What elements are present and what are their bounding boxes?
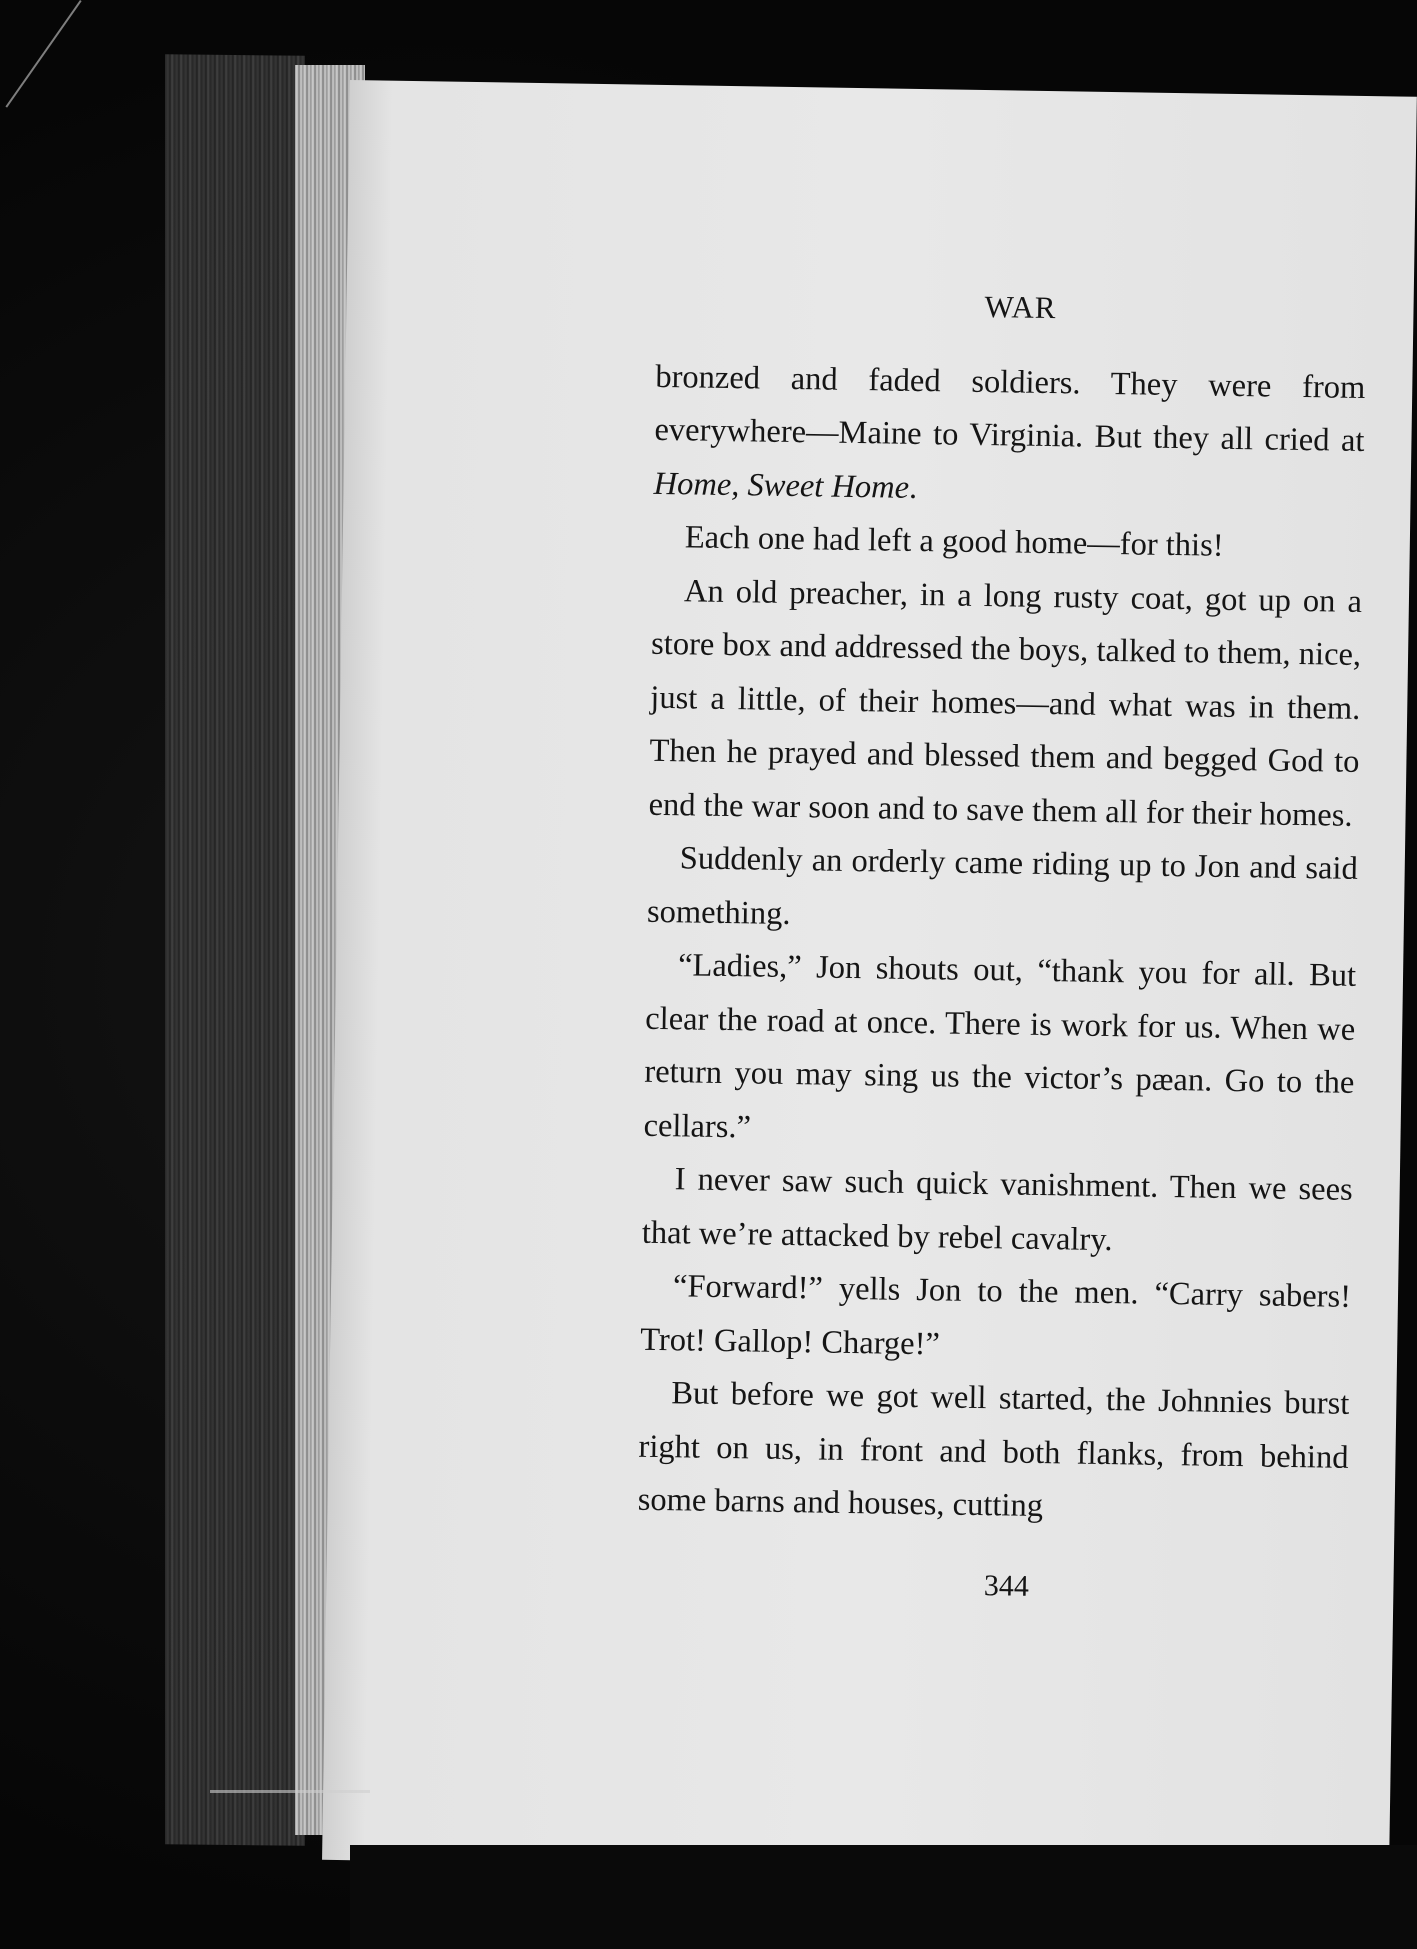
paragraph-6: I never saw such quick vanishment. Then we sees that we’re attacked by rebel cavalry.	[641, 1161, 1353, 1258]
book-page	[322, 80, 1417, 1877]
paragraph-8: But before we got well started, the Johnnies burst right on us, in front and both flanks, from behind some barns and houses, cutting	[637, 1375, 1350, 1525]
paragraph-7: “Forward!” yells Jon to the men. “Carry sabers! Trot! Gallop! Charge!”	[639, 1268, 1352, 1362]
bottom-shadow	[350, 1845, 1417, 1949]
paragraph-1	[653, 350, 1365, 522]
paragraph-1-text: bronzed and faded soldiers. They were from everywhere—Maine to Virginia. But they all cried at	[654, 358, 1366, 459]
paragraph-2: Each one had left a good home—for this!	[684, 519, 1224, 564]
paragraph-1-italic: Home, Sweet Home	[653, 465, 910, 506]
paragraph-4: Suddenly an orderly came riding up to Jon and said something.	[646, 840, 1359, 932]
page-content	[636, 275, 1367, 1618]
paragraph-5: “Ladies,” Jon shouts out, “thank you for all. But clear the road at once. There is work for us. When we return you may sing us the victor’s pæan. Go to the cellars.”	[643, 947, 1357, 1145]
scan-scratch-bottom	[210, 1790, 370, 1793]
book-page-edges	[165, 54, 305, 1845]
paragraph-3: An old preacher, in a long rusty coat, got up on a store box and addressed the boys, talked to them, nice, just a little, of their homes—and what was in them. Then he prayed and blessed them and begged God to end the war soon and to save them all for their homes.	[648, 572, 1363, 834]
paragraph-1-end: .	[908, 469, 918, 506]
running-head: WAR	[984, 288, 1057, 326]
page-number: 344	[983, 1568, 1030, 1603]
